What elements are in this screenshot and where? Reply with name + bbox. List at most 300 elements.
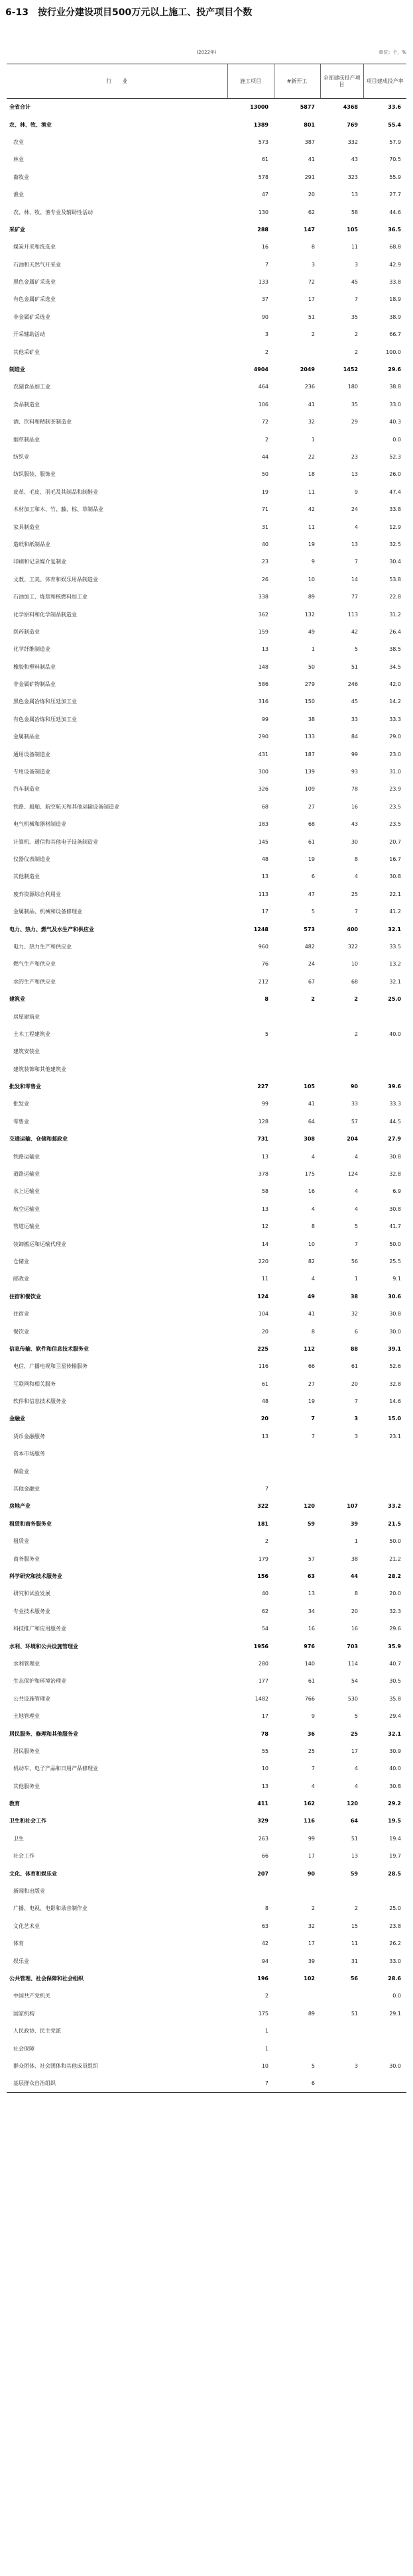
row-new-start-count: 42 (308, 506, 315, 513)
table-row (7, 903, 406, 920)
row-industry-name: 有色金属冶炼和压延加工业 (13, 716, 77, 722)
row-industry-name: 卫生 (13, 1835, 24, 1842)
row-completion-rate: 30.8 (389, 1311, 401, 1317)
table-row (7, 361, 406, 378)
row-completed-count: 13 (351, 192, 358, 198)
row-completed-count: 10 (351, 961, 358, 968)
row-construction-count: 78 (261, 1730, 268, 1737)
row-industry-name: 燃气生产和供应业 (13, 961, 56, 968)
row-completion-rate: 29.6 (389, 1626, 401, 1632)
table-row (7, 1760, 406, 1777)
row-construction-count: 48 (261, 856, 268, 862)
row-new-start-count: 16 (308, 1188, 315, 1195)
row-industry-name: 仓储业 (13, 1258, 29, 1264)
row-construction-count: 338 (258, 594, 268, 600)
row-construction-count: 207 (257, 1870, 268, 1877)
row-industry-name: 居民服务、修理和其他服务业 (9, 1730, 78, 1737)
row-completed-count (320, 1008, 363, 1025)
row-new-start-count (274, 2022, 320, 2039)
row-construction-count: 17 (261, 909, 268, 915)
table-row (7, 343, 406, 361)
row-industry-name: 批发和零售业 (9, 1084, 41, 1090)
row-industry-name: 建筑装饰和其他建筑业 (13, 1066, 66, 1072)
row-construction-count: 23 (261, 559, 268, 565)
row-completed-count: 45 (351, 279, 358, 286)
row-industry-name: 石油加工、炼焦和核燃料加工业 (13, 594, 88, 600)
row-completed-count: 3 (354, 1416, 358, 1422)
row-completion-rate: 50.0 (389, 1538, 401, 1545)
table-row (7, 553, 406, 571)
row-completed-count: 35 (351, 401, 358, 408)
row-construction-count: 133 (258, 279, 268, 286)
table-row (7, 518, 406, 535)
table-row (7, 2005, 406, 2022)
row-construction-count: 212 (258, 978, 268, 985)
row-new-start-count: 50 (308, 663, 315, 670)
row-new-start-count: 4 (311, 1153, 315, 1160)
row-new-start-count: 67 (308, 978, 315, 985)
row-industry-name: 专用设备制造业 (13, 769, 50, 775)
row-new-start-count: 11 (308, 488, 315, 495)
row-industry-name: 商务服务业 (13, 1555, 40, 1562)
table-row (7, 1340, 406, 1357)
row-completion-rate: 52.6 (389, 1363, 401, 1370)
row-completed-count: 32 (351, 1311, 358, 1317)
row-new-start-count: 976 (304, 1643, 315, 1650)
table-row (7, 1183, 406, 1200)
row-completion-rate: 30.6 (388, 1293, 401, 1300)
row-new-start-count: 1 (311, 646, 315, 653)
row-completed-count: 30 (351, 838, 358, 845)
table-row (7, 1707, 406, 1724)
row-completed-count: 64 (350, 1818, 358, 1824)
row-completed-count: 7 (354, 1398, 358, 1405)
row-completed-count: 35 (351, 313, 358, 320)
table-row (7, 623, 406, 640)
row-construction-count: 71 (261, 506, 268, 513)
row-completion-rate: 26.4 (389, 628, 401, 635)
row-industry-name: 畜牧业 (13, 174, 29, 180)
row-completed-count: 51 (351, 1835, 358, 1842)
row-construction-count: 1482 (255, 1695, 268, 1702)
row-completed-count: 13 (351, 541, 358, 547)
row-construction-count: 1248 (253, 926, 268, 932)
row-completion-rate: 27.7 (389, 192, 401, 198)
row-completed-count: 124 (347, 1171, 358, 1178)
row-new-start-count (274, 2040, 320, 2057)
row-completed-count: 77 (351, 594, 358, 600)
table-row (7, 1148, 406, 1165)
row-completed-count: 58 (351, 209, 358, 215)
row-new-start-count: 41 (308, 401, 315, 408)
row-construction-count: 362 (258, 611, 268, 618)
row-completion-rate: 40.0 (389, 1765, 401, 1772)
row-completion-rate: 28.6 (388, 1975, 401, 1982)
row-construction-count: 464 (258, 384, 268, 390)
row-completed-count: 1 (354, 1538, 358, 1545)
row-completed-count (320, 1882, 363, 1899)
row-industry-name: 生态保护和环境治理业 (13, 1678, 66, 1685)
row-completion-rate: 52.3 (389, 454, 401, 460)
table-row (7, 746, 406, 763)
row-completed-count: 84 (351, 734, 358, 740)
row-new-start-count: 62 (308, 209, 315, 215)
row-completed-count: 44 (350, 1573, 358, 1579)
row-industry-name: 保险业 (13, 1468, 29, 1475)
row-completed-count: 31 (351, 1958, 358, 1964)
table-row (7, 1690, 406, 1707)
row-industry-name: 土地管理业 (13, 1713, 40, 1720)
row-construction-count: 329 (257, 1818, 268, 1824)
row-completion-rate: 18.9 (389, 296, 401, 303)
row-new-start-count: 187 (304, 751, 315, 757)
row-new-start-count: 5877 (300, 104, 315, 111)
row-completion-rate: 23.5 (389, 803, 401, 810)
row-completed-count: 9 (354, 488, 358, 495)
row-industry-name: 基层群众自治组织 (7, 2075, 227, 2092)
row-completion-rate (363, 2075, 406, 2092)
table-row (7, 956, 406, 973)
table-row (7, 1270, 406, 1288)
row-construction-count: 94 (261, 1958, 268, 1964)
row-new-start-count: 116 (304, 1818, 315, 1824)
row-construction-count: 378 (258, 1171, 268, 1178)
row-industry-name: 文教、工美、体育和娱乐用品制造业 (13, 576, 98, 583)
table-row (7, 1358, 406, 1375)
row-construction-count (227, 1008, 274, 1025)
table-row (7, 1165, 406, 1182)
row-completed-count: 56 (351, 1258, 358, 1264)
row-completion-rate (363, 2022, 406, 2039)
table-row (7, 1952, 406, 1970)
row-construction-count: 326 (258, 786, 268, 793)
row-completion-rate: 50.0 (389, 1241, 401, 1247)
row-completed-count: 78 (351, 786, 358, 793)
row-completed-count: 180 (347, 384, 358, 390)
row-completed-count: 120 (347, 1801, 358, 1807)
row-completed-count: 24 (351, 506, 358, 513)
row-completed-count: 6 (354, 1328, 358, 1335)
row-construction-count: 2 (265, 436, 268, 443)
row-completed-count: 4 (354, 1188, 358, 1195)
row-new-start-count: 308 (304, 1136, 315, 1143)
row-completion-rate: 22.1 (389, 891, 401, 897)
row-completion-rate: 23.8 (389, 1923, 401, 1929)
table-row (7, 1620, 406, 1637)
row-construction-count: 573 (258, 139, 268, 145)
row-completion-rate (363, 2040, 406, 2057)
row-completion-rate: 21.5 (388, 1520, 401, 1527)
row-completed-count (320, 2022, 363, 2039)
row-completion-rate: 40.3 (389, 419, 401, 425)
row-new-start-count: 51 (308, 313, 315, 320)
row-industry-name: 货币金融服务 (13, 1433, 45, 1439)
row-completion-rate: 14.6 (389, 1398, 401, 1405)
table-row (7, 1410, 406, 1428)
row-new-start-count: 2049 (300, 366, 315, 373)
row-industry-name: 纺织服装、服饰业 (13, 471, 56, 478)
row-industry-name: 房地产业 (9, 1503, 30, 1510)
row-completed-count: 25 (350, 1730, 358, 1737)
table-row (7, 588, 406, 605)
row-completed-count: 204 (347, 1136, 358, 1143)
row-construction-count: 5 (265, 1031, 268, 1037)
row-completion-rate: 19.5 (388, 1818, 401, 1824)
table-row (7, 1323, 406, 1340)
row-new-start-count: 291 (304, 174, 315, 180)
row-construction-count: 17 (261, 1713, 268, 1720)
table-row (7, 1935, 406, 1952)
row-construction-count: 106 (258, 401, 268, 408)
row-completion-rate (363, 1060, 406, 1078)
header-row (7, 64, 406, 99)
row-completed-count: 25 (351, 891, 358, 897)
row-completion-rate: 32.8 (389, 1171, 401, 1178)
row-new-start-count: 64 (308, 1118, 315, 1125)
row-new-start-count (274, 1043, 320, 1060)
row-completion-rate: 28.2 (388, 1573, 401, 1579)
row-completion-rate: 23.0 (389, 751, 401, 757)
row-construction-count: 62 (261, 1608, 268, 1614)
row-new-start-count: 133 (304, 734, 315, 740)
table-row (7, 1550, 406, 1567)
row-industry-name: 化学纤维制造业 (13, 646, 50, 653)
row-industry-name: 装卸搬运和运输代理业 (13, 1241, 66, 1247)
table-row (7, 1043, 406, 1060)
row-completion-rate: 19.7 (389, 1853, 401, 1860)
row-construction-count: 99 (261, 716, 268, 722)
row-completion-rate: 23.1 (389, 1433, 401, 1439)
row-construction-count: 290 (258, 734, 268, 740)
row-completion-rate: 29.6 (388, 366, 401, 373)
row-completed-count: 107 (347, 1503, 358, 1510)
table-row (7, 1253, 406, 1270)
row-industry-name: 信息传输、软件和信息技术服务业 (9, 1345, 89, 1352)
row-new-start-count: 4 (311, 1783, 315, 1789)
row-industry-name: 农、林、牧、渔专业及辅助性活动 (13, 209, 93, 215)
table-row (7, 1428, 406, 1445)
row-completion-rate: 20.0 (389, 1591, 401, 1597)
table-row (7, 414, 406, 431)
row-completion-rate: 30.8 (389, 1205, 401, 1212)
table-row (7, 1917, 406, 1934)
table-row (7, 1585, 406, 1602)
row-completed-count: 59 (350, 1870, 358, 1877)
row-new-start-count: 34 (308, 1608, 315, 1614)
row-completion-rate: 32.1 (388, 1730, 401, 1737)
row-completed-count: 2 (354, 1031, 358, 1037)
row-completion-rate: 32.8 (389, 1380, 401, 1387)
table-row (7, 921, 406, 938)
row-completed-count: 38 (351, 1555, 358, 1562)
row-completion-rate (363, 1043, 406, 1060)
row-new-start-count: 482 (304, 943, 315, 950)
row-industry-name: 租赁和商务服务业 (9, 1520, 52, 1527)
row-construction-count: 220 (258, 1258, 268, 1264)
row-construction-count (227, 1060, 274, 1078)
row-completion-rate: 33.3 (389, 716, 401, 722)
row-completed-count: 3 (354, 1433, 358, 1439)
row-completed-count: 51 (351, 663, 358, 670)
row-new-start-count: 22 (308, 454, 315, 460)
table-row (7, 1673, 406, 1690)
row-construction-count: 37 (261, 296, 268, 303)
row-industry-name: 群众团体、社会团体和其他成员组织 (13, 2062, 98, 2069)
row-construction-count: 90 (261, 313, 268, 320)
table-row (7, 1515, 406, 1532)
row-completion-rate: 38.5 (389, 646, 401, 653)
table-row (7, 816, 406, 833)
table-row (7, 168, 406, 186)
row-new-start-count: 236 (304, 384, 315, 390)
row-new-start-count: 573 (304, 926, 315, 932)
row-industry-name: 金融业 (9, 1416, 25, 1422)
row-new-start-count: 72 (308, 279, 315, 286)
row-new-start-count: 139 (304, 769, 315, 775)
row-completion-rate: 25.0 (388, 996, 401, 1003)
row-completion-rate: 44.5 (389, 1118, 401, 1125)
row-construction-count: 578 (258, 174, 268, 180)
row-industry-name: 道路运输业 (13, 1171, 40, 1178)
row-construction-count (227, 1882, 274, 1899)
row-industry-name: 零售业 (13, 1118, 29, 1125)
header-completion-rate: 项目建成投产率 (363, 64, 406, 99)
row-industry-name: 造纸和纸制品业 (13, 541, 50, 547)
row-new-start-count: 89 (308, 594, 315, 600)
table-row (7, 133, 406, 150)
row-completion-rate: 0.0 (392, 436, 401, 443)
row-completed-count: 33 (351, 716, 358, 722)
row-completion-rate: 29.2 (388, 1801, 401, 1807)
row-industry-name: 人民政协、民主党派 (13, 2028, 61, 2035)
row-completed-count: 11 (351, 244, 358, 251)
row-industry-name: 农、林、牧、渔业 (9, 121, 52, 128)
row-completed-count: 15 (351, 1923, 358, 1929)
row-industry-name: 航空运输业 (13, 1205, 40, 1212)
row-new-start-count: 3 (311, 261, 315, 268)
table-row (7, 1988, 406, 2005)
row-completion-rate: 33.6 (388, 104, 401, 111)
row-construction-count: 288 (257, 226, 268, 233)
row-construction-count: 128 (258, 1118, 268, 1125)
row-completion-rate: 35.9 (388, 1643, 401, 1650)
row-new-start-count: 61 (308, 838, 315, 845)
row-industry-name: 水利管理业 (13, 1660, 40, 1667)
row-new-start-count: 766 (304, 1695, 315, 1702)
row-new-start-count: 10 (308, 576, 315, 583)
row-industry-name: 渔业 (13, 192, 24, 198)
row-new-start-count: 150 (304, 699, 315, 705)
row-industry-name: 教育 (9, 1801, 20, 1807)
row-construction-count (227, 1043, 274, 1060)
table-row (7, 1900, 406, 1917)
row-industry-name: 金属制品、机械和设备修理业 (13, 909, 82, 915)
table-row (7, 1392, 406, 1410)
row-construction-count: 14 (261, 1241, 268, 1247)
row-construction-count: 47 (261, 192, 268, 198)
row-new-start-count: 41 (308, 1311, 315, 1317)
row-construction-count: 10 (261, 1765, 268, 1772)
row-industry-name: 电气机械和器材制造业 (13, 821, 66, 828)
table-row (7, 833, 406, 850)
header-completed-projects: 全部建成投产项目 (320, 64, 363, 99)
row-new-start-count: 1 (311, 436, 315, 443)
table-row (7, 728, 406, 746)
table-row (7, 326, 406, 343)
row-completed-count: 1 (354, 1276, 358, 1282)
row-new-start-count: 6 (311, 873, 315, 880)
row-construction-count: 225 (257, 1345, 268, 1352)
table-row (7, 1008, 406, 1025)
row-new-start-count: 41 (308, 156, 315, 163)
row-construction-count: 586 (258, 681, 268, 688)
row-industry-name: 社会工作 (13, 1853, 34, 1860)
row-completed-count: 105 (347, 226, 358, 233)
row-completed-count: 51 (351, 2010, 358, 2017)
table-row (7, 535, 406, 553)
row-completed-count: 7 (354, 296, 358, 303)
row-new-start-count: 162 (304, 1801, 315, 1807)
row-construction-count: 731 (257, 1136, 268, 1143)
row-construction-count: 4904 (253, 366, 268, 373)
row-new-start-count: 25 (308, 1748, 315, 1754)
row-completed-count: 5 (354, 646, 358, 653)
row-industry-name: 铁路、船舶、航空航天和其他运输设备制造业 (13, 803, 119, 810)
row-construction-count: 159 (258, 628, 268, 635)
row-completion-rate (363, 1480, 406, 1497)
row-completion-rate: 31.2 (389, 611, 401, 618)
table-row (7, 1970, 406, 1987)
table-row (7, 2022, 406, 2039)
row-completion-rate: 35.8 (389, 1695, 401, 1702)
row-construction-count: 58 (261, 1188, 268, 1195)
table-row (7, 378, 406, 396)
table-row (7, 1305, 406, 1322)
row-construction-count: 177 (258, 1678, 268, 1685)
row-new-start-count: 105 (304, 1084, 315, 1090)
row-new-start-count: 387 (304, 139, 315, 145)
row-new-start-count: 175 (304, 1171, 315, 1178)
row-completed-count: 7 (354, 1241, 358, 1247)
row-completed-count: 8 (354, 856, 358, 862)
table-row (7, 151, 406, 168)
row-completion-rate: 38.8 (389, 384, 401, 390)
row-new-start-count: 132 (304, 611, 315, 618)
row-construction-count: 7 (265, 1486, 268, 1492)
row-new-start-count: 6 (274, 2075, 320, 2092)
row-completion-rate: 23.9 (389, 786, 401, 793)
row-completion-rate: 30.8 (389, 1783, 401, 1789)
row-industry-name: 废弃资源综合利用业 (13, 891, 61, 897)
table-row (7, 938, 406, 955)
table-row (7, 1830, 406, 1847)
row-new-start-count (274, 1480, 320, 1497)
row-new-start-count: 109 (304, 786, 315, 793)
row-completion-rate: 44.6 (389, 209, 401, 215)
row-completion-rate: 100.0 (386, 349, 401, 355)
row-completion-rate (363, 1882, 406, 1899)
table-row (7, 1882, 406, 1899)
row-completed-count: 4 (354, 873, 358, 880)
row-completed-count: 7 (354, 909, 358, 915)
table-row (7, 1602, 406, 1620)
row-construction-count: 116 (258, 1363, 268, 1370)
row-construction-count: 13 (261, 1783, 268, 1789)
row-industry-name: 广播、电视、电影和录音制作业 (13, 1905, 88, 1912)
row-completion-rate: 32.1 (389, 978, 401, 985)
row-completed-count: 4 (354, 1153, 358, 1160)
row-completion-rate: 28.5 (388, 1870, 401, 1877)
